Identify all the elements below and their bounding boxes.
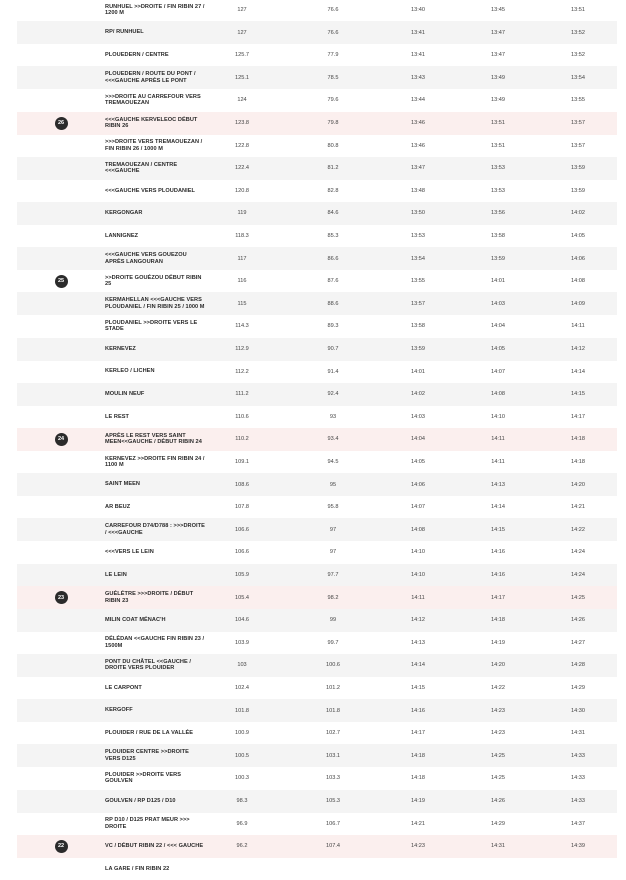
table-row (17, 44, 617, 67)
time-mid-cell: 13:56 (491, 210, 505, 217)
place-cell: KERGOFF (105, 707, 133, 714)
remaining-km-cell: 81.2 (327, 165, 339, 172)
time-fast-cell: 14:05 (411, 459, 425, 465)
table-row (17, 744, 617, 767)
time-slow-cell: 14:33 (571, 752, 585, 759)
time-mid-cell: 14:11 (491, 459, 505, 465)
time-fast-cell: 13:43 (411, 74, 425, 81)
time-slow-cell: 14:18 (571, 459, 585, 465)
time-fast-cell: 13:44 (411, 97, 425, 104)
table-row (17, 767, 617, 790)
time-fast-cell: 14:01 (411, 368, 425, 375)
remaining-km-cell: 78.5 (327, 74, 339, 81)
stage-cell (17, 591, 105, 604)
time-mid-cell: 13:58 (491, 233, 505, 239)
place-cell: GUÉLÉTRE >>>DROITE / DÉBUT RIBIN 23 (105, 591, 194, 604)
time-mid-cell: 14:17 (491, 594, 505, 601)
remaining-km-cell: 107.4 (326, 843, 340, 850)
time-fast-cell: 13:46 (411, 120, 425, 126)
remaining-km-cell: 105.3 (326, 798, 340, 804)
time-slow-cell: 14:02 (571, 210, 585, 217)
remaining-km-cell: 82.8 (327, 187, 339, 194)
remaining-km-cell: 87.6 (327, 278, 339, 285)
table-row (17, 292, 617, 315)
place-cell: AR BEUZ (105, 503, 131, 510)
time-mid-cell: 13:51 (491, 142, 505, 149)
place-cell: TREMAOUEZAN / CENTRE <<<GAUCHE (105, 161, 178, 175)
time-slow-cell: 14:05 (571, 233, 585, 239)
km-cell: 108.6 (235, 481, 249, 488)
km-cell: 101.8 (235, 707, 249, 714)
time-fast-cell: 14:06 (411, 481, 425, 488)
time-mid-cell: 14:25 (491, 775, 505, 782)
table-row (17, 790, 617, 813)
remaining-km-cell: 99 (329, 617, 337, 624)
time-fast-cell: 14:17 (411, 730, 425, 737)
km-cell: 100.9 (235, 730, 249, 737)
time-mid-cell: 14:05 (491, 346, 505, 352)
place-cell: PLOUIDER / RUE DE LA VALLÉE (105, 729, 194, 736)
time-slow-cell: 14:24 (571, 572, 585, 578)
stage-cell (17, 840, 105, 853)
place-cell: <<<GAUCHE VERS PLOUDANIEL (105, 187, 195, 194)
time-slow-cell: 14:15 (571, 391, 585, 398)
table-row (17, 112, 617, 135)
place-cell: PONT DU CHÂTEL <<GAUCHE / DROITE VERS PLOUIDER (105, 658, 191, 672)
remaining-km-cell: 92.4 (327, 391, 339, 398)
remaining-km-cell: 95 (329, 481, 337, 488)
time-fast-cell: 13:46 (411, 142, 425, 149)
place-cell: LE CARPONT (105, 684, 142, 691)
remaining-km-cell: 103.3 (326, 775, 340, 782)
table-row (17, 225, 617, 248)
time-slow-cell: 14:09 (571, 300, 585, 307)
remaining-km-cell: 84.6 (327, 210, 339, 217)
remaining-km-cell: 89.3 (327, 323, 339, 330)
km-cell: 122.4 (235, 165, 249, 172)
time-slow-cell: 13:59 (571, 165, 585, 172)
time-slow-cell: 13:54 (571, 74, 585, 81)
time-mid-cell: 14:29 (491, 820, 505, 827)
time-mid-cell: 14:08 (491, 391, 505, 398)
place-cell: APRÈS LE REST VERS SAINT MEEN<<GAUCHE / DÉBUT RIBIN 24 (105, 432, 202, 446)
table-row (17, 21, 617, 44)
time-mid-cell: 14:19 (491, 639, 505, 646)
km-cell: 109.1 (235, 459, 249, 465)
time-slow-cell: 14:11 (571, 323, 585, 330)
place-cell: DÉLÉDAN <<GAUCHE FIN RIBIN 23 / 1500M (105, 636, 205, 649)
time-mid-cell: 14:01 (491, 278, 505, 285)
km-cell: 127 (237, 29, 247, 36)
km-cell: 122.8 (235, 142, 249, 149)
time-slow-cell: 14:12 (571, 346, 585, 352)
time-fast-cell: 13:53 (411, 233, 425, 239)
time-slow-cell: 13:57 (571, 142, 585, 149)
place-cell: <<<VERS LE LEIN (105, 549, 154, 556)
remaining-km-cell: 80.8 (327, 142, 339, 149)
time-slow-cell: 14:06 (571, 255, 585, 262)
stage-cell (17, 117, 105, 130)
table-row (17, 835, 617, 858)
place-cell: CARREFOUR D74/D788 : >>>DROITE / <<<GAUCHE (105, 523, 205, 536)
time-slow-cell: 14:22 (571, 526, 585, 533)
place-cell: KERGONGAR (105, 210, 143, 217)
table-row (17, 405, 617, 428)
time-slow-cell: 14:14 (571, 368, 585, 375)
place-cell: VC / DÉBUT RIBIN 22 / <<< GAUCHE (105, 842, 204, 849)
place-cell: >>>DROITE VERS TREMAOUEZAN / FIN RIBIN 26 / 1000 M (105, 139, 203, 152)
time-mid-cell: 13:53 (491, 187, 505, 194)
table-row (17, 541, 617, 564)
remaining-km-cell: 101.2 (326, 685, 340, 691)
place-cell: PLOUEDERN / ROUTE DU PONT / <<<GAUCHE APRÈS LE PONT (105, 71, 196, 84)
table-row (17, 677, 617, 700)
time-slow-cell: 14:28 (571, 662, 585, 669)
table-row (17, 0, 617, 22)
place-cell: PLOUIDER >>DROITE VERS GOULVEN (105, 771, 182, 785)
km-cell: 112.9 (235, 346, 249, 352)
time-fast-cell: 14:07 (411, 504, 425, 511)
time-slow-cell: 14:33 (571, 775, 585, 782)
time-mid-cell: 14:22 (491, 685, 505, 691)
table-row (17, 496, 617, 519)
time-fast-cell: 14:10 (411, 549, 425, 556)
place-cell: PLOUDANIEL >>DROITE VERS LE STADE (105, 319, 198, 333)
remaining-km-cell: 90.7 (327, 346, 339, 352)
time-mid-cell: 13:51 (491, 120, 505, 126)
time-fast-cell: 14:13 (411, 639, 425, 646)
table-row (17, 202, 617, 225)
km-cell: 100.3 (235, 775, 249, 782)
time-fast-cell: 13:48 (411, 187, 425, 194)
remaining-km-cell: 79.6 (327, 97, 339, 104)
km-cell: 98.3 (236, 798, 248, 804)
table-row (17, 134, 617, 157)
time-mid-cell: 14:13 (491, 481, 505, 488)
time-slow-cell: 14:20 (571, 481, 585, 488)
time-fast-cell: 14:14 (411, 662, 425, 669)
remaining-km-cell: 100.6 (326, 662, 340, 669)
time-mid-cell: 13:47 (491, 29, 505, 36)
place-cell: KERNEVEZ (105, 345, 136, 352)
place-cell: RP D10 / D125 PRAT MEUR >>> DROITE (105, 817, 190, 830)
time-fast-cell: 14:03 (411, 413, 425, 420)
time-slow-cell: 13:59 (571, 187, 585, 194)
place-cell: MOULIN NEUF (105, 390, 145, 397)
time-mid-cell: 13:49 (491, 74, 505, 81)
time-mid-cell: 14:26 (491, 798, 505, 804)
km-cell: 103.9 (235, 639, 249, 646)
remaining-km-cell: 79.8 (327, 120, 339, 126)
place-cell: SAINT MEEN (105, 481, 140, 488)
time-fast-cell: 14:10 (411, 572, 425, 578)
place-cell: <<<GAUCHE VERS GOUEZOU APRÈS LANGOURAN (105, 252, 187, 265)
km-cell: 123.8 (235, 120, 249, 126)
table-row (17, 518, 617, 541)
remaining-km-cell: 86.6 (327, 255, 339, 262)
km-cell: 119 (237, 210, 247, 217)
table-row (17, 383, 617, 406)
place-cell: LA GARE / FIN RIBIN 22 (105, 865, 170, 872)
remaining-km-cell: 77.9 (327, 52, 339, 59)
time-fast-cell: 14:18 (411, 752, 425, 759)
time-fast-cell: 13:47 (411, 165, 425, 172)
time-mid-cell: 14:31 (491, 843, 505, 850)
remaining-km-cell: 98.2 (327, 594, 339, 601)
time-fast-cell: 13:40 (411, 7, 425, 13)
time-slow-cell: 14:30 (571, 707, 585, 714)
time-slow-cell: 14:21 (571, 504, 585, 511)
km-cell: 125.1 (235, 74, 249, 81)
place-cell: PLOUIDER CENTRE >>DROITE VERS D125 (105, 749, 189, 762)
time-mid-cell: 14:04 (491, 323, 505, 330)
place-cell: KERNEVEZ >>DROITE FIN RIBIN 24 / 1100 M (105, 455, 205, 468)
place-cell: KERMAHELLAN <<<GAUCHE VERS PLOUDANIEL / FIN RIBIN 25 / 1000 M (105, 297, 205, 310)
time-mid-cell: 14:14 (491, 504, 505, 511)
table-row (17, 631, 617, 654)
time-slow-cell: 14:17 (571, 413, 585, 420)
place-cell: KERLEO / LICHEN (105, 368, 155, 375)
time-mid-cell: 14:16 (491, 572, 505, 578)
time-fast-cell: 13:41 (411, 29, 425, 36)
time-slow-cell: 14:24 (571, 549, 585, 556)
time-fast-cell: 13:50 (411, 210, 425, 217)
km-cell: 111.2 (235, 391, 249, 398)
km-cell: 110.2 (235, 436, 249, 443)
km-cell: 100.5 (235, 752, 249, 759)
remaining-km-cell: 85.3 (327, 233, 339, 239)
time-slow-cell: 14:29 (571, 685, 585, 691)
remaining-km-cell: 97 (329, 526, 337, 533)
time-mid-cell: 14:03 (491, 300, 505, 307)
km-cell: 105.4 (235, 594, 249, 601)
time-slow-cell: 14:18 (571, 436, 585, 443)
km-cell: 96.9 (236, 820, 248, 827)
time-slow-cell: 14:08 (571, 278, 585, 285)
km-cell: 118.3 (235, 233, 249, 239)
stage-cell (17, 433, 105, 446)
table-row (17, 179, 617, 202)
km-cell: 104.6 (235, 617, 249, 624)
table-row (17, 722, 617, 745)
time-fast-cell: 13:54 (411, 255, 425, 262)
stage-badge: 26 (55, 117, 68, 130)
place-cell: GOULVEN / RP D125 / D10 (105, 797, 176, 804)
place-cell: LANNIGNEZ (105, 232, 139, 239)
place-cell: MILIN COAT MÉNAC'H (105, 616, 166, 623)
time-slow-cell: 14:31 (571, 730, 585, 737)
place-cell: RUNHUEL >>DROITE / FIN RIBIN 27 / 1200 M (105, 3, 205, 16)
km-cell: 105.9 (235, 572, 249, 578)
table-row (17, 451, 617, 474)
time-mid-cell: 14:15 (491, 526, 505, 533)
table-row (17, 89, 617, 112)
table-row (17, 315, 617, 338)
time-fast-cell: 13:58 (411, 323, 425, 330)
km-cell: 124 (237, 97, 247, 104)
table-row (17, 360, 617, 383)
km-cell: 114.3 (235, 323, 249, 330)
table-row (17, 857, 617, 880)
remaining-km-cell: 99.7 (327, 639, 339, 646)
table-row (17, 428, 617, 451)
place-cell: >>>DROITE AU CARREFOUR VERS TREMAOUEZAN (105, 93, 201, 107)
stage-badge: 25 (55, 275, 68, 288)
time-mid-cell: 14:07 (491, 368, 505, 375)
stage-cell (17, 275, 105, 288)
table-row (17, 586, 617, 609)
km-cell: 106.6 (235, 549, 249, 556)
km-cell: 116 (237, 278, 247, 285)
table-row (17, 654, 617, 677)
place-cell: LE LEIN (105, 571, 127, 578)
time-fast-cell: 14:12 (411, 617, 425, 624)
time-mid-cell: 14:18 (491, 617, 505, 624)
time-fast-cell: 14:16 (411, 707, 425, 714)
table-row (17, 338, 617, 361)
time-mid-cell: 13:47 (491, 52, 505, 59)
table-row (17, 699, 617, 722)
km-cell: 102.4 (235, 685, 249, 691)
time-slow-cell: 14:27 (571, 639, 585, 646)
time-slow-cell: 13:57 (571, 120, 585, 126)
table-row (17, 247, 617, 270)
table-row (17, 157, 617, 180)
remaining-km-cell: 95.8 (327, 504, 339, 511)
time-slow-cell: 14:33 (571, 798, 585, 804)
time-mid-cell: 14:11 (491, 436, 505, 443)
table-row (17, 66, 617, 89)
km-cell: 120.8 (235, 187, 249, 194)
time-slow-cell: 14:25 (571, 594, 585, 601)
table-row (17, 473, 617, 496)
place-cell: >>DROITE GOUÉZOU DÉBUT RIBIN 25 (105, 274, 202, 288)
place-cell: LE REST (105, 413, 129, 420)
time-mid-cell: 13:49 (491, 97, 505, 104)
time-mid-cell: 14:10 (491, 413, 505, 420)
time-slow-cell: 13:52 (571, 29, 585, 36)
time-fast-cell: 14:02 (411, 391, 425, 398)
time-fast-cell: 14:08 (411, 526, 425, 533)
stage-badge: 22 (55, 840, 68, 853)
time-slow-cell: 13:55 (571, 97, 585, 104)
stage-badge: 23 (55, 591, 68, 604)
time-mid-cell: 13:59 (491, 255, 505, 262)
time-fast-cell: 13:57 (411, 300, 425, 307)
time-fast-cell: 13:55 (411, 278, 425, 285)
stage-badge: 24 (55, 433, 68, 446)
time-fast-cell: 13:59 (411, 346, 425, 352)
km-cell: 107.8 (235, 504, 249, 511)
remaining-km-cell: 103.1 (326, 752, 340, 759)
place-cell: PLOUEDERN / CENTRE (105, 51, 169, 58)
remaining-km-cell: 106.7 (326, 820, 340, 827)
remaining-km-cell: 97.7 (327, 572, 339, 578)
time-fast-cell: 14:21 (411, 820, 425, 827)
time-mid-cell: 14:25 (491, 752, 505, 759)
time-fast-cell: 14:19 (411, 798, 425, 804)
km-cell: 127 (237, 7, 247, 13)
remaining-km-cell: 94.5 (327, 459, 339, 465)
place-cell: RP/ RUNHUEL (105, 29, 144, 36)
time-mid-cell: 14:23 (491, 707, 505, 714)
km-cell: 115 (237, 300, 247, 307)
km-cell: 125.7 (235, 52, 249, 59)
remaining-km-cell: 102.7 (326, 730, 340, 737)
remaining-km-cell: 88.6 (327, 300, 339, 307)
remaining-km-cell: 101.8 (326, 707, 340, 714)
remaining-km-cell: 76.6 (327, 29, 339, 36)
time-mid-cell: 13:45 (491, 7, 505, 13)
table-row (17, 812, 617, 835)
time-slow-cell: 14:37 (571, 820, 585, 827)
remaining-km-cell: 93 (329, 413, 337, 420)
km-cell: 112.2 (235, 368, 249, 375)
time-fast-cell: 14:15 (411, 685, 425, 691)
remaining-km-cell: 76.6 (327, 7, 339, 13)
time-fast-cell: 14:11 (411, 594, 425, 601)
time-mid-cell: 14:23 (491, 730, 505, 737)
place-cell: <<<GAUCHE KERVELEOC DÉBUT RIBIN 26 (105, 116, 198, 129)
time-slow-cell: 13:51 (571, 7, 585, 13)
remaining-km-cell: 93.4 (327, 436, 339, 443)
table-row (17, 270, 617, 293)
time-fast-cell: 14:18 (411, 775, 425, 782)
time-slow-cell: 14:39 (571, 843, 585, 850)
time-slow-cell: 14:26 (571, 617, 585, 624)
km-cell: 106.6 (235, 526, 249, 533)
time-mid-cell: 13:53 (491, 165, 505, 172)
remaining-km-cell: 91.4 (327, 368, 339, 375)
km-cell: 110.6 (235, 413, 249, 420)
time-slow-cell: 13:52 (571, 52, 585, 59)
time-mid-cell: 14:20 (491, 662, 505, 669)
km-cell: 96.2 (236, 843, 248, 850)
table-row (17, 609, 617, 632)
km-cell: 103 (237, 662, 247, 669)
time-fast-cell: 14:04 (411, 436, 425, 443)
remaining-km-cell: 97 (329, 549, 337, 556)
time-mid-cell: 14:16 (491, 549, 505, 556)
time-fast-cell: 13:41 (411, 52, 425, 59)
km-cell: 117 (237, 255, 247, 262)
table-row (17, 564, 617, 587)
time-fast-cell: 14:23 (411, 843, 425, 850)
